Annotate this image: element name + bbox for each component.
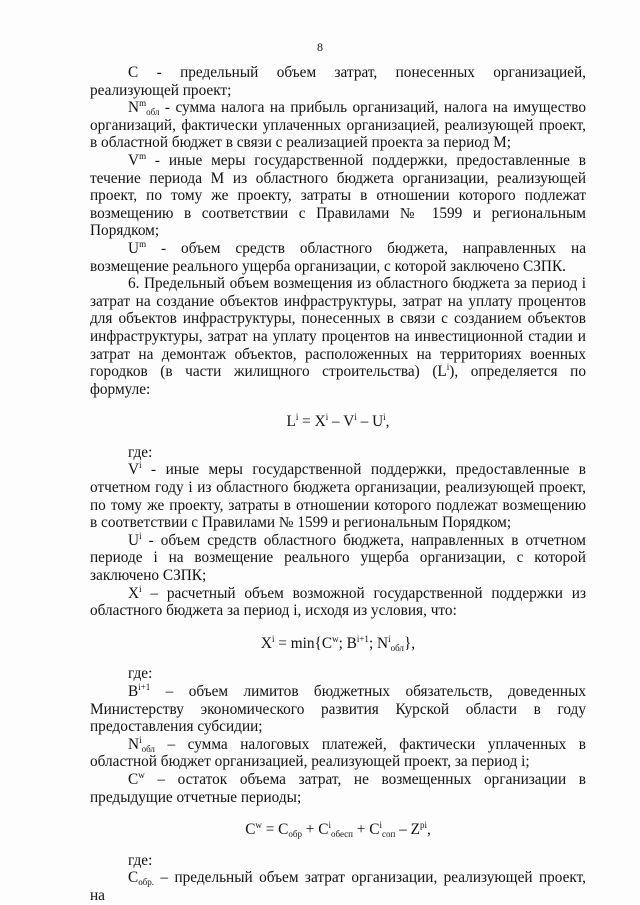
text-run: B	[128, 683, 139, 700]
text-run: где:	[128, 665, 153, 683]
formula	[90, 413, 586, 431]
text-run: ,	[385, 413, 390, 431]
superscript: m	[139, 238, 147, 249]
text-run: - иные меры государственной поддержки, предоставленные в отчетном году i из областного бюджета организации, реализующей проект, по тому же проекту, затраты в отношении которого подлежат возмещению в соответствии с Правилами № 1599 и региональным Порядком;	[90, 461, 586, 532]
paragraph	[90, 869, 586, 904]
where-label	[128, 665, 586, 683]
text-run: },	[403, 634, 416, 652]
paragraph	[90, 275, 586, 398]
superscript: w	[255, 820, 262, 831]
superscript: i	[139, 583, 142, 594]
text-run: – V	[328, 413, 355, 431]
paragraph	[90, 771, 586, 806]
paragraph	[90, 736, 586, 771]
text-run: + C	[352, 821, 380, 839]
where-label	[128, 444, 586, 462]
paragraph	[90, 532, 586, 585]
text-run: = X	[298, 413, 326, 431]
subscript: обесп	[330, 829, 353, 840]
text-run: ), определяется по формуле:	[90, 363, 586, 398]
superscript: i	[139, 530, 142, 541]
subscript: обл	[146, 107, 160, 118]
document-body	[90, 64, 586, 905]
superscript: i	[328, 820, 331, 831]
superscript: i	[325, 412, 329, 423]
text-run: – U	[356, 413, 384, 431]
text-run: L	[286, 413, 296, 431]
text-run: – остаток объема затрат, не возмещенных организации в предыдущие отчетные периоды;	[90, 770, 586, 806]
superscript: i	[379, 820, 382, 831]
text-run: С - предельный объем затрат, понесенных организацией, реализующей проект;	[90, 64, 586, 99]
paragraph	[90, 240, 586, 275]
text-run: – сумма налоговых платежей, фактически уплаченных в областной бюджет организацией, реализующей проект, за период i;	[90, 735, 586, 771]
subscript: соп	[381, 829, 396, 840]
text-run: C	[128, 869, 139, 887]
subscript: обр	[288, 829, 302, 840]
superscript: i	[446, 362, 450, 373]
superscript: w	[332, 633, 339, 644]
superscript: i	[139, 734, 142, 745]
text-run: N	[128, 735, 140, 753]
page-number: 8	[317, 40, 323, 54]
text-run: где:	[128, 851, 153, 869]
text-run: = min{C	[274, 634, 333, 652]
paragraph	[90, 152, 586, 240]
text-run: - сумма налога на прибыль организаций, налога на имущество организаций, фактически уплаченных организацией, реализующей проект, в областной бюджет в связи с реализацией проекта за период М;	[90, 99, 586, 152]
text-run: N	[128, 99, 140, 117]
text-run: ; N	[368, 634, 389, 652]
paragraph	[90, 585, 586, 620]
where-label	[128, 852, 586, 870]
superscript: i+1	[138, 682, 151, 692]
paragraph	[90, 461, 586, 531]
text-run: ,	[426, 821, 431, 839]
text-run: - иные меры государственной поддержки, предоставленные в течение периода М из областного бюджета организации, реализующей проект, по тому же проекту, затраты в отношении которого подлежат возмещению в соответствии с Правилами № 1599 и региональным Порядком;	[90, 151, 586, 240]
superscript: i	[354, 412, 357, 423]
subscript: обл	[141, 743, 155, 754]
text-run: V	[128, 461, 140, 479]
text-run: 6. Предельный объем возмещения из областного бюджета за период i затрат на создание объектов инфраструктуры, затрат на уплату процентов для объектов инфраструктуры, понесенных в связи с созданием объектов инфраструктуры, затрат на уплату процентов на инвестиционной стадии и затрат на демонтаж объектов, расположенных на территориях военных городков (в части жилищного строительства) (L	[90, 275, 586, 381]
text-run: + C	[301, 821, 329, 839]
superscript: pi	[419, 820, 427, 831]
text-run: = C	[261, 821, 289, 839]
text-run: U	[128, 239, 140, 257]
superscript: i+1	[356, 633, 369, 644]
superscript: w	[138, 769, 145, 780]
paragraph	[90, 99, 586, 152]
text-run: U	[128, 531, 140, 549]
text-run: – объем лимитов бюджетных обязательств, доведенных Министерству экономического развития Курской области в году предоставления субсидии;	[90, 683, 586, 736]
paragraph	[90, 64, 586, 99]
subscript: обр.	[138, 877, 155, 888]
superscript: m	[139, 150, 147, 161]
text-run: – расчетный объем возможной государственной поддержки из областного бюджета за период i, исходя из условия, что:	[90, 584, 586, 620]
text-run: - объем средств областного бюджета, направленных в отчетном периоде i на возмещение реального ущерба организации, с которой заключено СЗПК;	[90, 531, 586, 585]
text-run: X	[128, 584, 140, 602]
text-run: C	[245, 821, 256, 839]
text-run: – предельный объем затрат организации, реализующей проект, на	[90, 869, 586, 904]
superscript: i	[388, 633, 391, 644]
text-run: C	[128, 770, 139, 788]
formula	[90, 635, 586, 653]
superscript: i	[139, 460, 142, 471]
text-run: X	[260, 634, 272, 652]
text-run: V	[128, 151, 140, 169]
subscript: обл	[390, 642, 404, 653]
text-run: – Z	[395, 821, 420, 839]
text-run: где:	[128, 443, 153, 461]
text-run: - объем средств областного бюджета, направленных на возмещение реального ущерба организации, с которой заключено СЗПК.	[90, 239, 586, 275]
text-run: ; B	[338, 634, 357, 652]
formula	[90, 821, 586, 839]
superscript: m	[139, 98, 147, 109]
paragraph	[90, 683, 586, 736]
superscript: i	[295, 412, 299, 423]
superscript: i	[383, 412, 386, 423]
superscript: i	[271, 633, 275, 644]
